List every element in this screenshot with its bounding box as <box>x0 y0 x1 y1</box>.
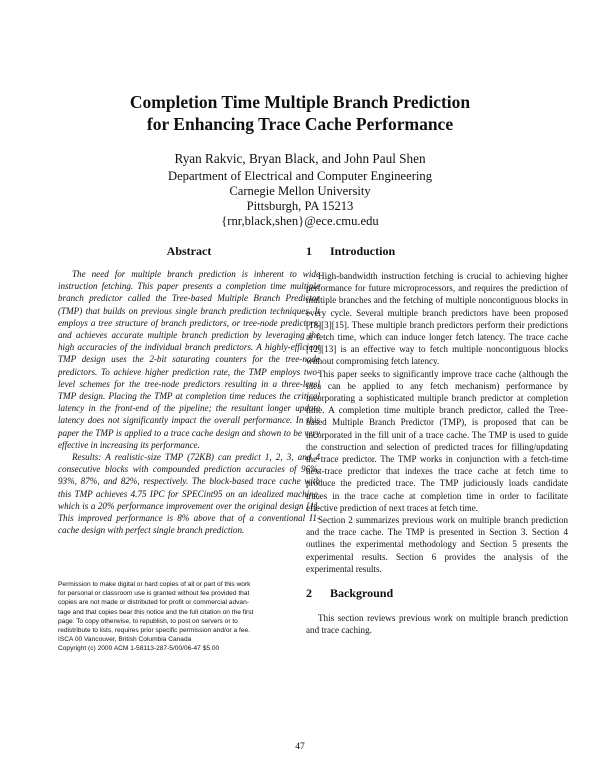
author-email: {rnr,black,shen}@ece.cmu.edu <box>221 214 379 228</box>
copyright-line: Copyright (c) 2000 ACM 1-58113-287-5/00/06-47 $5.00 <box>58 645 220 653</box>
background-paragraph: This section reviews previous work on multiple branch prediction and trace caching. <box>306 613 568 636</box>
copyright-line: page. To copy otherwise, to republish, to post on servers or to <box>58 617 238 625</box>
section-title: Background <box>330 586 394 601</box>
copyright-line: tage and that copies bear this notice and the full citation on the first <box>58 608 254 616</box>
affiliation-department: Department of Electrical and Computer Engineering <box>167 169 433 183</box>
copyright-line: ISCA 00 Vancouver, British Columbia Canada <box>58 636 192 644</box>
intro-paragraph: Section 2 summarizes previous work on multiple branch prediction and the trace cache. The TMP is presented in Section 3. Section 4 outlines the experimental methodology and Section 5 presents the experimental results. Section 6 provides the analysis of the experimental results. <box>306 515 568 574</box>
abstract-results-paragraph: Results: A realistic-size TMP (72KB) can predict 1, 2, 3, and 4 consecutive blocks with compounded prediction accuracies of 96%, 93%, 87%, and 82%, respectively. The block-based trace cache with this TMP achieves 4.75 IPC for SPECint95 on an idealized machine, which is a 20% performance improvement over the original design [1]. This improved performance is 8% above that of a conventional I1-cache design with perfect single branch prediction. <box>58 452 320 536</box>
section-2-heading <box>306 586 568 600</box>
section-1-heading <box>306 244 568 258</box>
paper-title <box>0 91 600 135</box>
section-number: 2 <box>306 586 312 601</box>
affiliation-city: Pittsburgh, PA 15213 <box>246 199 354 213</box>
abstract-heading: Abstract <box>166 244 212 258</box>
affiliation-university: Carnegie Mellon University <box>229 184 371 198</box>
copyright-notice <box>58 580 320 654</box>
intro-paragraph: This paper seeks to significantly improve trace cache (although the idea can be applied to any fetch mechanism) performance by incorporating a sophisticated multiple branch predictor at completion time. A completion time multiple branch predictor, called the Tree-based Multiple Branch Predictor (TMP), is proposed that can be incorporated in the fill unit of a trace cache. The TMP is used to guide the construction and selection of predicted traces for filling/updating the trace predictor. The TMP works in conjunction with a fetch-time next-trace predictor that indexes the trace cache at fetch time to produce the predicted trace. The TMP judiciously loads candidate traces in the trace cache at completion time in order to facilitate effective prediction of next traces at fetch time. <box>306 368 568 513</box>
copyright-line: copies are not made or distributed for profit or commercial advan- <box>58 599 249 607</box>
copyright-line: redistribute to lists, requires prior specific permission and/or a fee. <box>58 627 251 635</box>
section-number: 1 <box>306 244 312 258</box>
abstract-column <box>58 244 320 536</box>
author-names: Ryan Rakvic, Bryan Black, and John Paul Shen <box>174 151 426 166</box>
intro-paragraph: High-bandwidth instruction fetching is crucial to achieving higher performance for future microprocessors, and requires the prediction of multiple branches and the fetching of multiple noncontiguous blocks in every cycle. Several multiple branch predictors have been proposed [18][3][15]. These multiple branch predictors perform their predictions at fetch time, which can induce longer fetch latency. The trace cache [12][13] is an effective way to fetch multiple noncontiguous blocks without compromising fetch latency. <box>306 271 568 367</box>
title-line-1: Completion Time Multiple Branch Prediction <box>129 92 471 112</box>
author-block <box>0 151 600 229</box>
copyright-line: for personal or classroom use is granted without fee provided that <box>58 590 250 598</box>
section-title: Introduction <box>330 244 396 258</box>
abstract-paragraph: The need for multiple branch prediction is inherent to wide instruction fetching. This paper presents a completion time multiple branch predictor called the Tree-based Multiple Branch Predictor (TMP) that builds on previous single branch prediction techniques. It employs a tree structure of branch predictors, or tree-node predictors, and achieves accurate multiple branch prediction by leveraging the high accuracies of the individual branch predictors. A highly-efficient TMP design uses the 2-bit saturating counters for the tree-node predictors. To achieve higher prediction rate, the TMP employs two-level schemes for the tree-node predictors resulting in a three-level TMP design. Placing the TMP at completion time reduces the critical latency in the front-end of the pipeline; the resultant longer update latency does not significantly impact the overall performance. In this paper the TMP is applied to a trace cache design and shown to be very effective in increasing its performance. <box>58 269 320 450</box>
body-column <box>306 244 568 636</box>
copyright-line: Permission to make digital or hard copies of all or part of this work <box>58 581 251 588</box>
title-line-2: for Enhancing Trace Cache Performance <box>146 114 454 134</box>
page-number: 47 <box>295 742 305 752</box>
